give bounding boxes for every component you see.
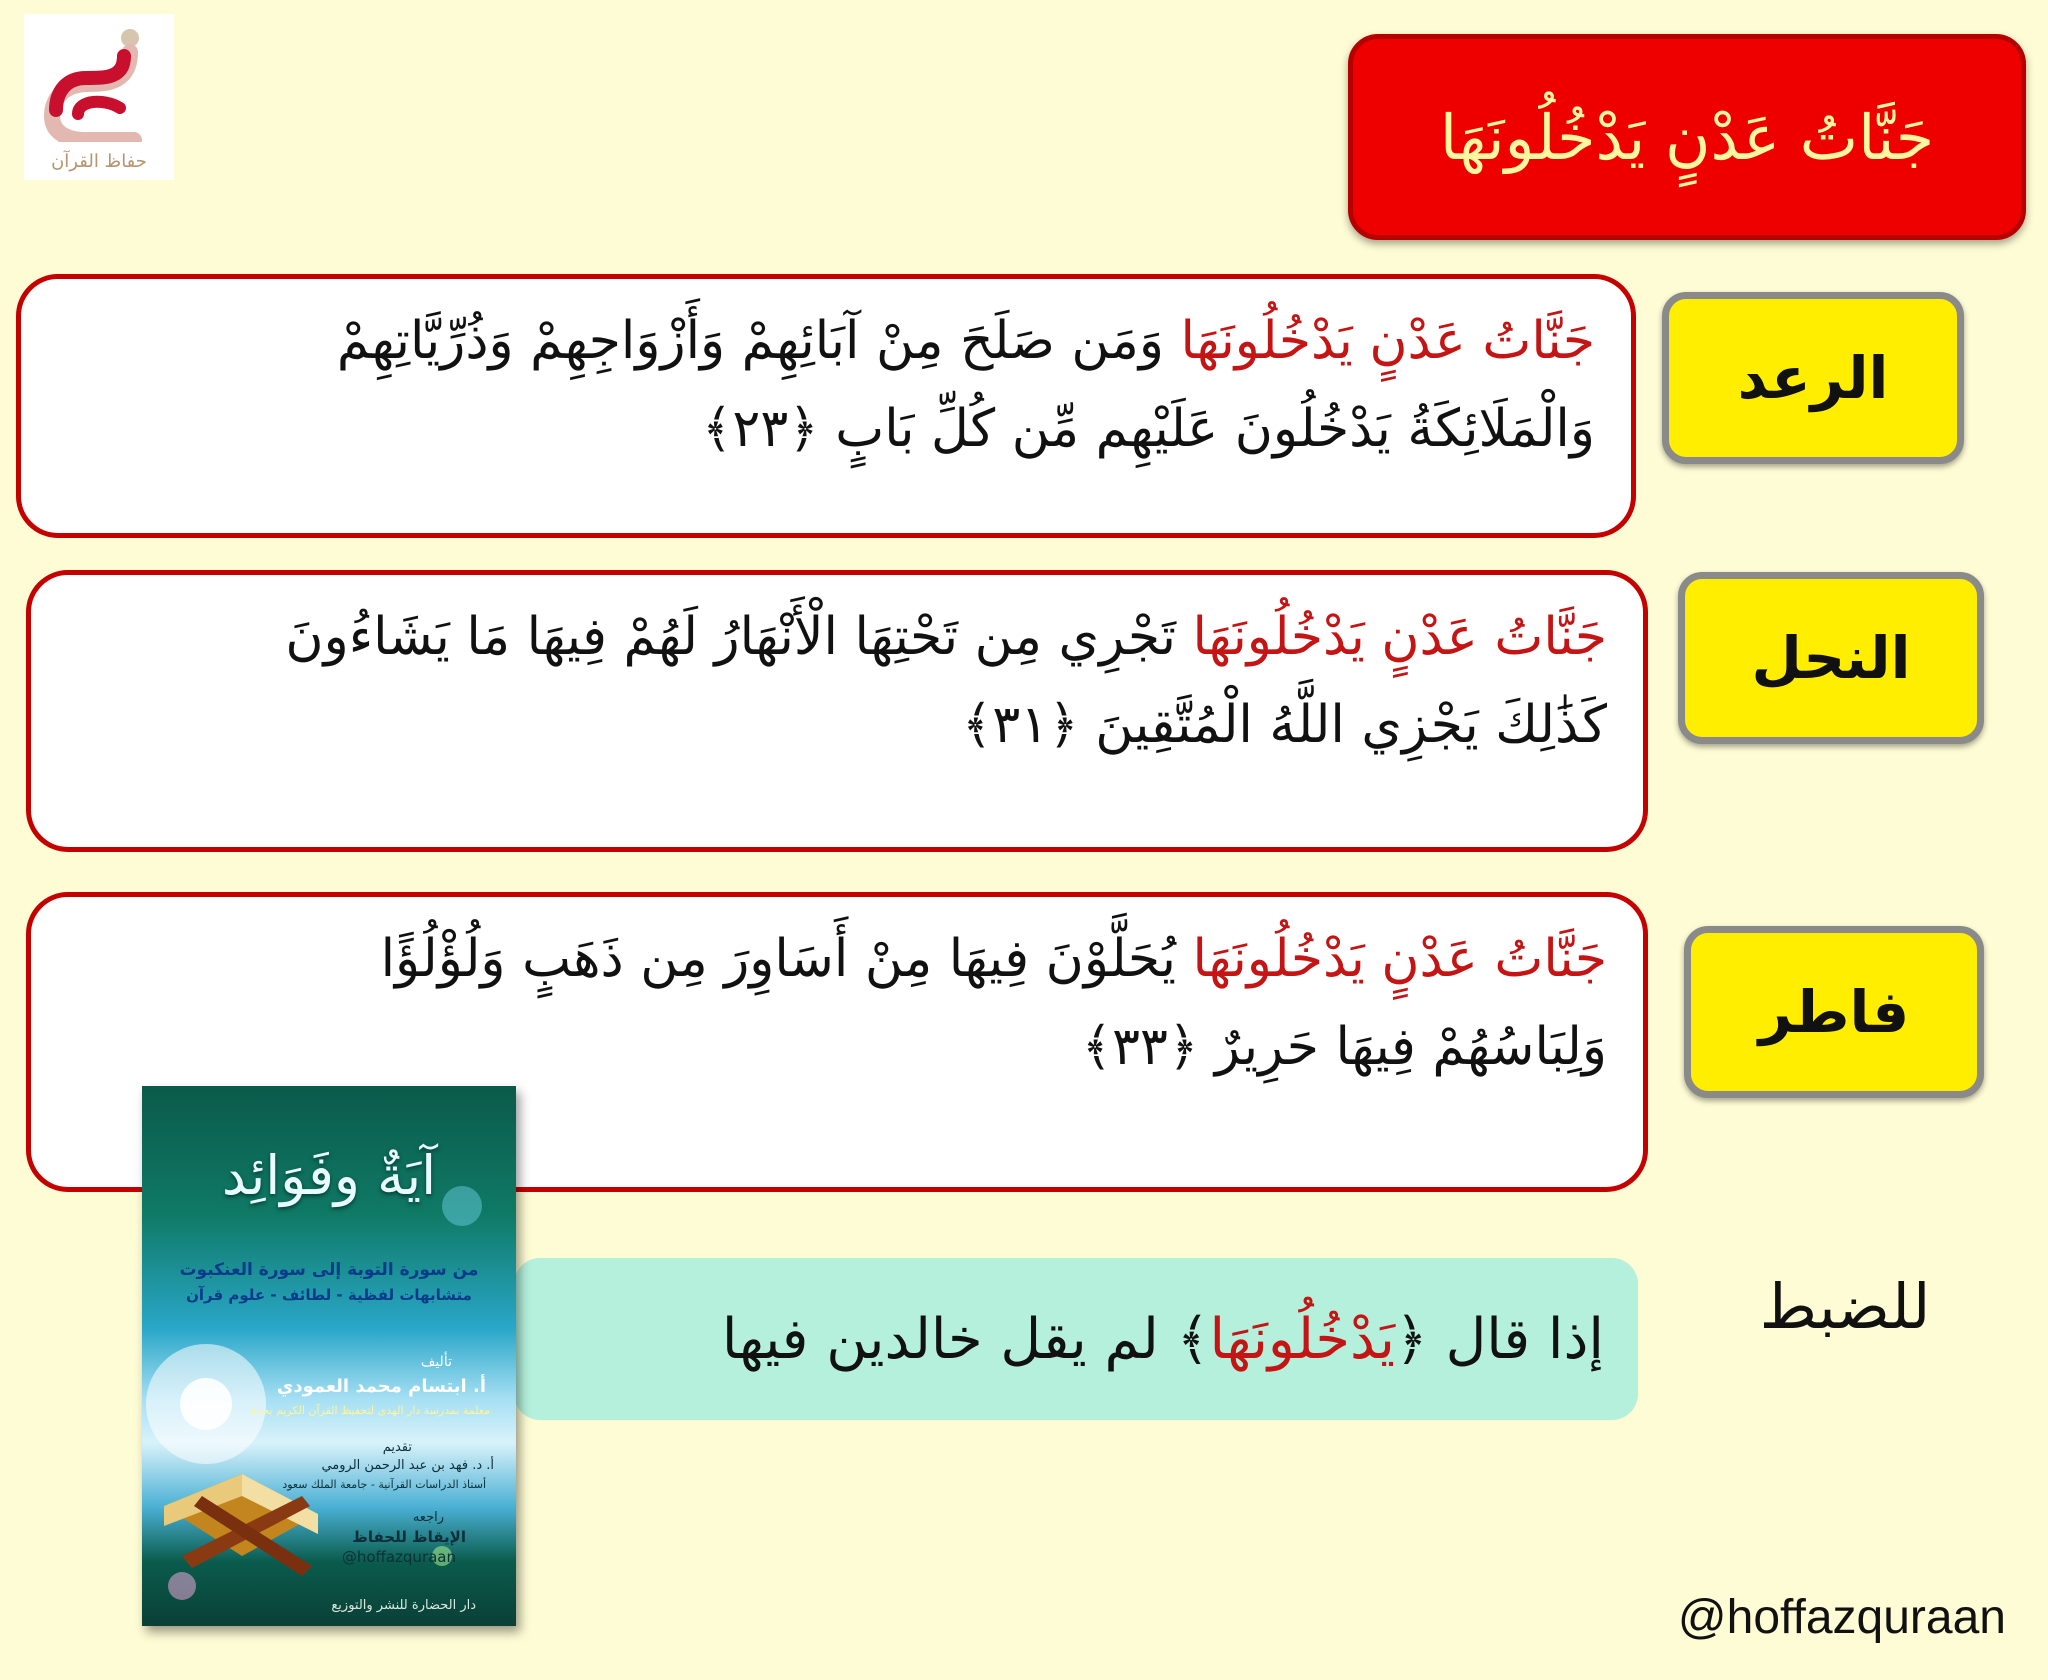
logo-caption: حفاظ القرآن (51, 151, 147, 172)
verse-highlight: جَنَّاتُ عَدْنٍ يَدْخُلُونَهَا (1180, 311, 1595, 371)
logo (24, 14, 174, 180)
book-reviewer: الإيقاظ للحفاظ (352, 1528, 466, 1546)
verse-line-1 (61, 915, 1607, 1003)
verse-line-2: وَلِبَاسُهُمْ فِيهَا حَرِيرٌ ﴿٣٣﴾ (1081, 1017, 1607, 1077)
surah-label-fatir: فاطر (1684, 926, 1984, 1098)
control-tip-highlight: يَدْخُلُونَهَا (1209, 1306, 1395, 1372)
book-intro-label: تقديم (382, 1440, 412, 1455)
verse-line-1 (51, 297, 1595, 385)
control-tip-suffix: ﴾ لم يقل خالدين فيها (721, 1306, 1210, 1372)
book-subtitle-2: متشابهات لفظية - لطائف - علوم قرآن (186, 1286, 472, 1304)
book-reviewer-handle: @hoffazquraan (341, 1548, 456, 1566)
book-author: أ. ابتسام محمد العمودي (276, 1376, 486, 1397)
surah-label-raad: الرعد (1662, 292, 1964, 464)
verse-line-2: وَالْمَلَائِكَةُ يَدْخُلُونَ عَلَيْهِم مِّن كُلِّ بَابٍ ﴿٢٣﴾ (701, 399, 1595, 459)
verse-line-1 (61, 593, 1607, 681)
verse-text: وَمَن صَلَحَ مِنْ آبَائِهِمْ وَأَزْوَاجِهِمْ وَذُرِّيَّاتِهِمْ (336, 311, 1181, 371)
verse-line-2: كَذَٰلِكَ يَجْزِي اللَّهُ الْمُتَّقِينَ ﴿٣١﴾ (961, 695, 1607, 755)
book-author-note: معلمة بمدرسة دار الهدى لتحفيظ القرآن الكريم بجدة (250, 1404, 490, 1417)
book-cover (142, 1086, 516, 1626)
book-intro-note: أستاذ الدراسات القرآنية - جامعة الملك سعود (282, 1478, 486, 1491)
verse-box-nahl (26, 570, 1648, 852)
header-title: جَنَّاتُ عَدْنٍ يَدْخُلُونَهَا (1439, 100, 1935, 174)
book-publisher: دار الحضارة للنشر والتوزيع (331, 1598, 476, 1613)
book-subtitle: من سورة التوبة إلى سورة العنكبوت (179, 1260, 479, 1280)
verse-text: تَجْرِي مِن تَحْتِهَا الْأَنْهَارُ لَهُمْ فِيهَا مَا يَشَاءُونَ (285, 607, 1193, 667)
header-title-box (1348, 34, 2026, 240)
surah-label-nahl: النحل (1678, 572, 1984, 744)
verse-box-raad (16, 274, 1636, 538)
control-tip-box (514, 1258, 1638, 1420)
control-tip-prefix: إذا قال ﴿ (1395, 1306, 1604, 1372)
logo-mark-icon (38, 22, 158, 142)
book-title: آيَةٌ وفَوَائِد (221, 1144, 437, 1207)
verse-highlight: جَنَّاتُ عَدْنٍ يَدْخُلُونَهَا (1192, 929, 1607, 989)
book-review-label: راجعه (412, 1510, 444, 1525)
control-label: للضبط (1759, 1270, 1931, 1343)
social-handle: @hoffazquraan (1677, 1591, 2006, 1644)
verse-text: يُحَلَّوْنَ فِيهَا مِنْ أَسَاوِرَ مِن ذَهَبٍ وَلُؤْلُؤًا (380, 929, 1193, 989)
verse-highlight: جَنَّاتُ عَدْنٍ يَدْخُلُونَهَا (1192, 607, 1607, 667)
book-intro: أ. د. فهد بن عبد الرحمن الرومي (321, 1458, 494, 1473)
book-author-label: تأليف (420, 1354, 452, 1370)
